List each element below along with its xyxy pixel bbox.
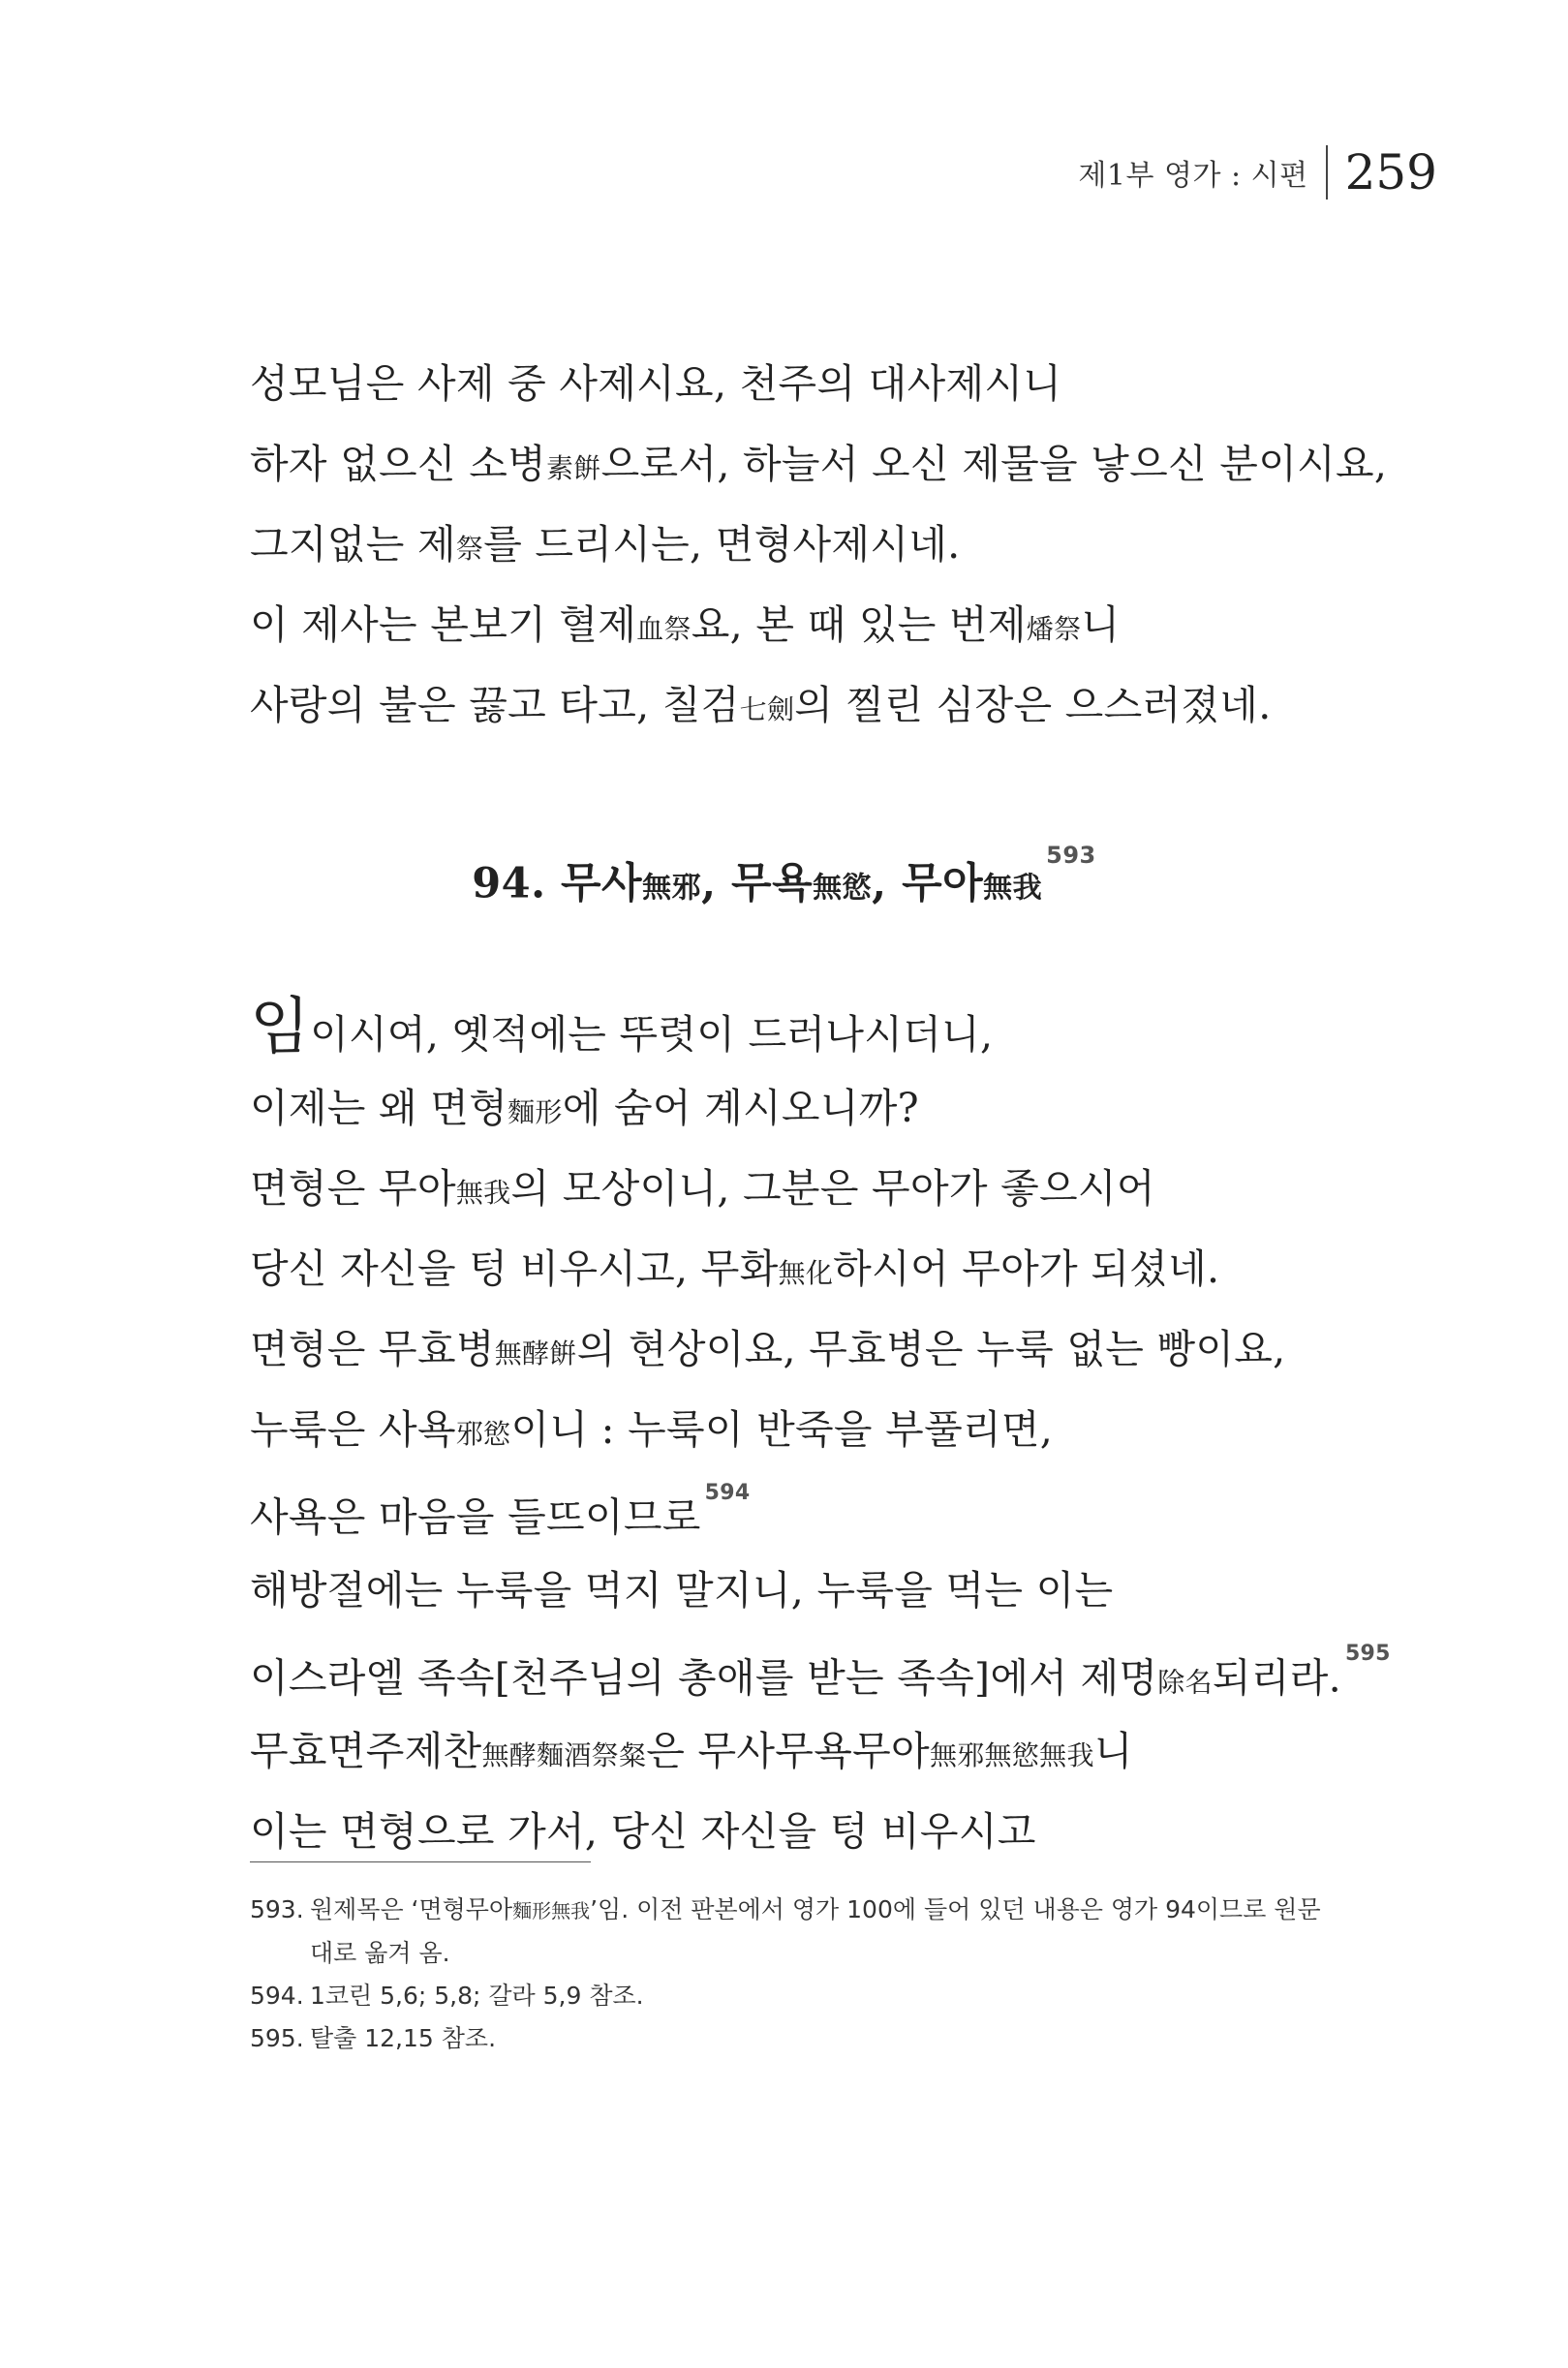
verse-line: 면형은 무효병無酵餠의 현상이요, 무효병은 누룩 없는 빵이요,	[250, 1326, 1286, 1372]
footnote-text: 원제목은 ‘면형무아麵形無我’임. 이전 판본에서 영가 100에 들어 있던 내용은 영가 94이므로 원문대로 옮겨 옴.	[310, 1895, 1321, 1967]
stanza-previous	[250, 344, 1387, 746]
footnote-number: 593.	[250, 1895, 304, 1923]
poem-body	[250, 988, 1391, 1872]
verse-line-first: 임이시여, 옛적에는 뚜렷이 드러나시더니,	[250, 992, 994, 1063]
verse-line: 해방절에는 누룩을 먹지 말지니, 누룩을 먹는 이는	[250, 1567, 1114, 1614]
verse-line: 그지없는 제祭를 드리시는, 면형사제시네.	[250, 521, 961, 568]
footnote-item	[250, 1889, 1335, 1975]
verse-line: 이 제사는 본보기 혈제血祭요, 본 때 있는 번제燔祭니	[250, 601, 1121, 648]
verse-line: 이스라엘 족속[천주님의 총애를 받는 족속]에서 제명除名되리라.$^{595}$	[250, 1642, 1391, 1702]
footnote-ref[interactable]: 594	[704, 1481, 751, 1505]
running-title: 제1부 영가 : 시편	[1078, 159, 1308, 193]
verse-line: 면형은 무아無我의 모상이니, 그분은 무아가 좋으시어	[250, 1165, 1155, 1212]
verse-line: 이는 면형으로 가서, 당신 자신을 텅 비우시고	[250, 1808, 1036, 1855]
footnote-ref[interactable]: 595	[1344, 1642, 1391, 1666]
verse-line: 무효면주제찬無酵麵酒祭粲은 무사무욕무아無邪無慾無我니	[250, 1728, 1133, 1774]
page-number: 259	[1344, 144, 1437, 200]
footnote-divider	[250, 1861, 591, 1862]
footnote-text: 탈출 12,15 참조.	[310, 2024, 497, 2052]
running-header	[1078, 143, 1437, 201]
verse-line: 당신 자신을 텅 비우시고, 무화無化하시어 무아가 되셨네.	[250, 1246, 1220, 1292]
footnote-number: 595.	[250, 2024, 304, 2052]
footnote-ref[interactable]: 593	[1046, 842, 1096, 869]
verse-line: 누룩은 사욕邪慾이니 : 누룩이 반죽을 부풀리면,	[250, 1406, 1054, 1453]
footnote-text: 1코린 5,6; 5,8; 갈라 5,9 참조.	[310, 1982, 644, 2010]
verse-line: 하자 없으신 소병素餠으로서, 하늘서 오신 제물을 낳으신 분이시요,	[250, 441, 1388, 487]
drop-cap: 임	[250, 992, 311, 1063]
footnote-item	[250, 2017, 1335, 2060]
header-divider	[1326, 145, 1328, 200]
section-title: 94. 무사無邪, 무욕無慾, 무아無我$^{593}$	[472, 842, 1096, 908]
verse-line: 성모님은 사제 중 사제시요, 천주의 대사제시니	[250, 360, 1062, 407]
verse-line: 이제는 왜 면형麵形에 숨어 계시오니까?	[250, 1085, 919, 1131]
footnote-number: 594.	[250, 1982, 304, 2010]
footnote-item	[250, 1975, 1335, 2017]
verse-line: 사욕은 마음을 들뜨이므로$^{594}$	[250, 1481, 751, 1541]
verse-line: 사랑의 불은 끓고 타고, 칠검七劍의 찔린 심장은 으스러졌네.	[250, 682, 1272, 728]
footnotes	[250, 1889, 1335, 2060]
